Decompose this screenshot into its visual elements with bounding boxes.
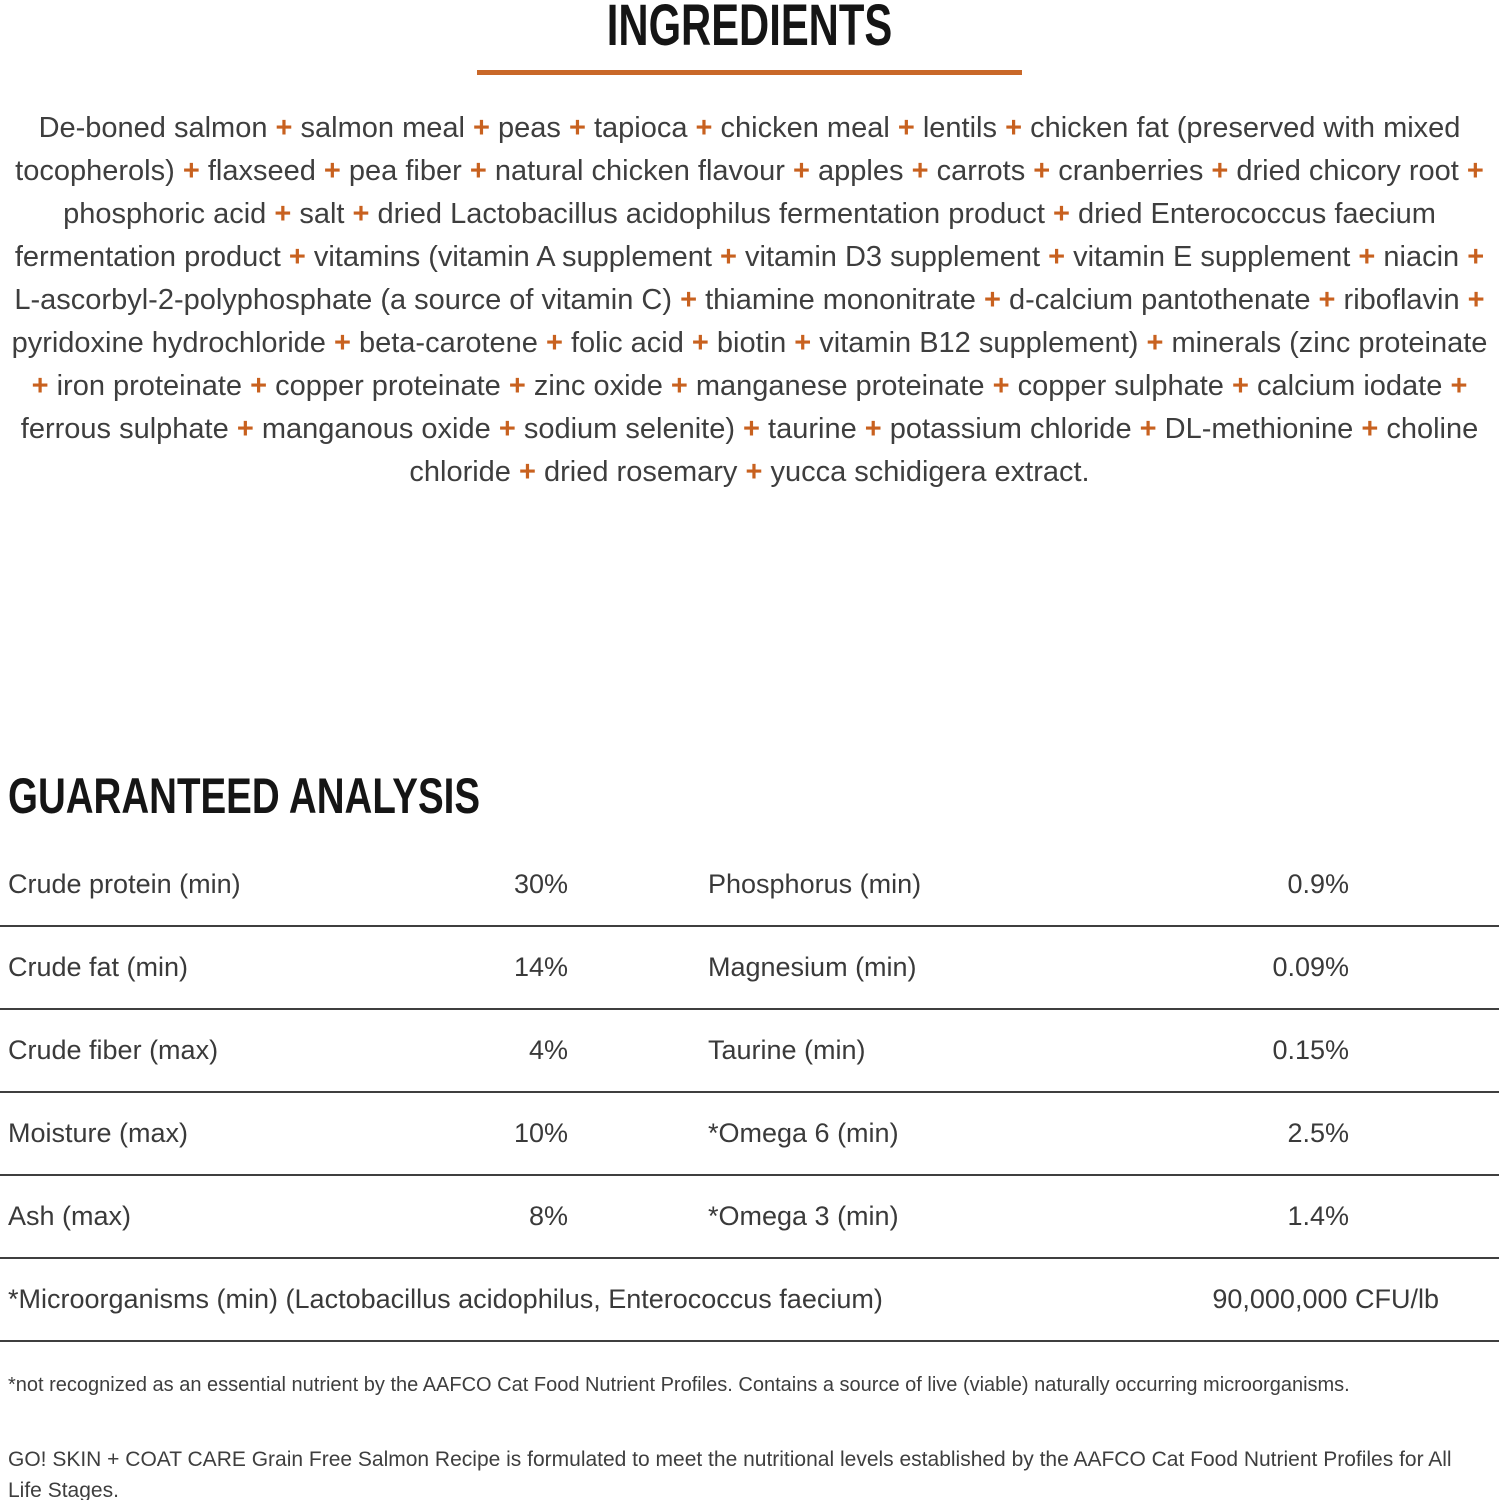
- plus-separator: +: [1450, 370, 1468, 402]
- analysis-row-microorganisms: [0, 1259, 1499, 1342]
- plus-separator: +: [1139, 413, 1157, 445]
- plus-separator: +: [1033, 155, 1051, 187]
- nutrient-value-left: 30%: [513, 869, 568, 899]
- analysis-row-crude-fat: [0, 927, 1499, 1010]
- plus-separator: +: [793, 155, 810, 187]
- plus-separator: +: [794, 327, 812, 359]
- plus-separator: +: [352, 198, 370, 230]
- analysis-row-ash: [0, 1176, 1499, 1259]
- aafco-nutrient-footnote: *not recognized as an essential nutrient by the AAFCO Cat Food Nutrient Profiles. Contains a source of live (viable) naturally occurring microorganisms.: [8, 1374, 1350, 1396]
- nutrient-value-right: 0.09%: [1272, 952, 1349, 982]
- nutrient-label-left: Crude fiber (max): [8, 1035, 219, 1065]
- plus-separator: +: [288, 241, 306, 273]
- analysis-row-crude-protein: [0, 844, 1499, 927]
- nutrient-label-right: Taurine (min): [708, 1035, 866, 1065]
- plus-separator: +: [498, 413, 516, 445]
- plus-separator: +: [323, 155, 341, 187]
- plus-separator: +: [250, 370, 268, 402]
- nutrient-value-left: 14%: [513, 952, 568, 982]
- nutrient-label-right: Magnesium (min): [708, 952, 917, 982]
- plus-separator: +: [1358, 241, 1376, 273]
- nutrient-value-right: 1.4%: [1287, 1201, 1349, 1231]
- plus-separator: +: [1467, 241, 1485, 273]
- plus-separator: +: [745, 456, 763, 488]
- nutrient-label-left: Ash (max): [8, 1201, 132, 1231]
- plus-separator: +: [1466, 155, 1484, 187]
- plus-separator: +: [992, 370, 1010, 402]
- nutrient-label-right: *Omega 6 (min): [708, 1118, 899, 1148]
- plus-separator: +: [720, 241, 737, 273]
- plus-separator: +: [1005, 112, 1023, 144]
- plus-separator: +: [983, 284, 1001, 316]
- plus-separator: +: [469, 155, 487, 187]
- plus-separator: +: [911, 155, 929, 187]
- title-underline: [477, 70, 1022, 75]
- nutrient-value-right: 0.15%: [1272, 1035, 1349, 1065]
- nutrient-label-left: Moisture (max): [8, 1118, 189, 1148]
- plus-separator: +: [1318, 284, 1336, 316]
- plus-separator: +: [743, 413, 760, 445]
- ingredients-title: INGREDIENTS: [606, 0, 893, 58]
- plus-separator: +: [695, 112, 713, 144]
- guaranteed-analysis-table: [0, 844, 1499, 1342]
- plus-separator: +: [508, 370, 526, 402]
- plus-separator: +: [1053, 198, 1070, 230]
- nutrient-label-right: Phosphorus (min): [708, 869, 922, 899]
- ingredients-section: [0, 0, 1499, 494]
- plus-separator: +: [670, 370, 688, 402]
- plus-separator: +: [1467, 284, 1485, 316]
- plus-separator: +: [274, 198, 292, 230]
- guaranteed-analysis-section: [0, 494, 1499, 1500]
- microorganisms-value: 90,000,000 CFU/lb: [1212, 1284, 1439, 1314]
- plus-separator: +: [31, 370, 49, 402]
- plus-separator: +: [1361, 413, 1379, 445]
- plus-separator: +: [546, 327, 563, 359]
- plus-separator: +: [275, 112, 293, 144]
- nutrient-value-left: 10%: [513, 1118, 568, 1148]
- nutrient-label-left: Crude fat (min): [8, 952, 189, 982]
- plus-separator: +: [568, 112, 586, 144]
- plus-separator: +: [680, 284, 698, 316]
- plus-separator: +: [473, 112, 490, 144]
- microorganisms-label: *Microorganisms (min) (Lactobacillus acidophilus, Enterococcus faecium): [8, 1284, 883, 1314]
- nutrient-label-left: Crude protein (min): [8, 869, 241, 899]
- plus-separator: +: [1048, 241, 1066, 273]
- nutrient-value-right: 0.9%: [1287, 869, 1349, 899]
- plus-separator: +: [1211, 155, 1229, 187]
- nutrient-label-right: *Omega 3 (min): [708, 1201, 899, 1231]
- ingredients-paragraph: De-boned salmon + salmon meal + peas + tapioca + chicken meal + lentils + chicken fat (preserved with mixed tocopherols) + flaxseed + pea fiber + natural chicken flavour + apples + carrots + cranberries + dried chicory root + phosphoric acid + salt + dried Lactobacillus acidophilus fermentation product + dried Enterococcus faecium fermentation product + vitamins (vitamin A supplement + vitamin D3 supplement + vitamin E supplement + niacin + L-ascorbyl-2-polyphosphate (a source of vitamin C) + thiamine mononitrate + d-calcium pantothenate + riboflavin + pyridoxine hydrochloride + beta-carotene + folic acid + biotin + vitamin B12 supplement) + minerals (zinc proteinate + iron proteinate + copper proteinate + zinc oxide + manganese proteinate + copper sulphate + calcium iodate + ferrous sulphate + manganous oxide + sodium selenite) + taurine + potassium chloride + DL-methionine + choline chloride + dried rosemary + yucca schidigera extract.: [11, 112, 1488, 488]
- plus-separator: +: [519, 456, 536, 488]
- nutrient-value-left: 4%: [528, 1035, 568, 1065]
- plus-separator: +: [864, 413, 882, 445]
- formulation-statement: GO! SKIN + COAT CARE Grain Free Salmon Recipe is formulated to meet the nutritional levels established by the AAFCO Cat Food Nutrient Profiles for All Life Stages.: [8, 1448, 1452, 1500]
- analysis-row-moisture: [0, 1093, 1499, 1176]
- plus-separator: +: [236, 413, 254, 445]
- analysis-row-crude-fiber: [0, 1010, 1499, 1093]
- nutrient-value-right: 2.5%: [1287, 1118, 1349, 1148]
- plus-separator: +: [182, 155, 200, 187]
- plus-separator: +: [1232, 370, 1249, 402]
- guaranteed-analysis-title: GUARANTEED ANALYSIS: [8, 768, 481, 824]
- plus-separator: +: [333, 327, 351, 359]
- plus-separator: +: [1146, 327, 1164, 359]
- plus-separator: +: [897, 112, 915, 144]
- plus-separator: +: [691, 327, 709, 359]
- nutrient-value-left: 8%: [528, 1201, 568, 1231]
